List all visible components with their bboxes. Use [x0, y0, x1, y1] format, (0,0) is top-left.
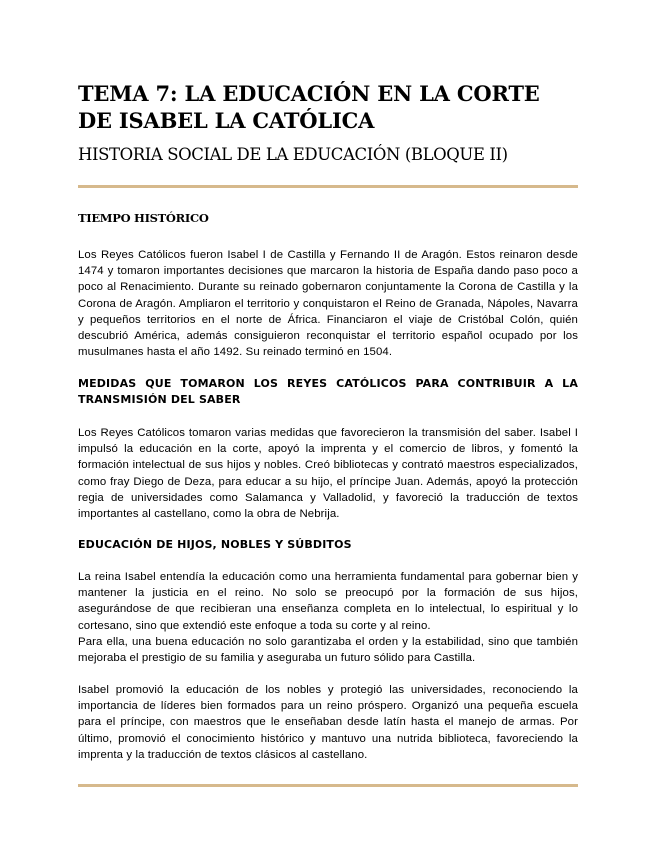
section-paragraph: [78, 569, 578, 666]
section-paragraph: Los Reyes Católicos fueron Isabel I de Castilla y Fernando II de Aragón. Estos reinaron desde 1474 y tomaron importantes decisiones que marcaron la historia de España dando paso poco a poco al Renacimiento. Durante su reinado gobernaron conjuntamente la Corona de Castilla y la Corona de Aragón. Ampliaron el territorio y conquistaron el Reino de Granada, Nápoles, Navarra y pequeños territorios en el norte de África. Financiaron el viaje de Cristóbal Colón, quién descubrió América, además consiguieron reconquistar el territorio español ocupado por los musulmanes hasta el año 1492. Su reinado terminó en 1504.: [78, 249, 578, 359]
paragraph-part: La reina Isabel entendía la educación como una herramienta fundamental para gobernar bien y mantener la justicia en el reino. No solo se preocupó por la formación de sus hijos, asegurándose de que recibieran una enseñanza completa en lo intelectual, lo espiritual y lo cortesano, sino que extendió este enfoque a toda su corte y al reino.: [78, 571, 578, 632]
section-heading-tiempo-historico: TIEMPO HISTÓRICO: [78, 211, 209, 225]
section-heading-educacion: EDUCACIÓN DE HIJOS, NOBLES Y SÚBDITOS: [78, 538, 352, 551]
section-paragraph: Isabel promovió la educación de los nobles y protegió las universidades, reconociendo la importancia de líderes bien formados para un reino próspero. Organizó una pequeña escuela para el príncipe, con maestros que le enseñaban desde latín hasta el manejo de armas. Por último, promovió el conocimiento histórico y mantuvo una nutrida biblioteca, favoreciendo la imprenta y la traducción de textos clásicos al castellano.: [78, 684, 578, 761]
section-paragraph: Los Reyes Católicos tomaron varias medidas que favorecieron la transmisión del saber. Isabel I impulsó la educación en la corte, apoyó la imprenta y el comercio de libros, y fomentó la formación intelectual de sus hijos y nobles. Creó bibliotecas y contrató maestros especializados, como fray Diego de Deza, para educar a su hijo, el príncipe Juan. Además, apoyó la protección regia de universidades como Salamanca y Valladolid, y favoreció la traducción de textos importantes al castellano, como la obra de Nebrija.: [78, 427, 578, 521]
section-heading-medidas: MEDIDAS QUE TOMARON LOS REYES CATÓLICOS PARA CONTRIBUIR A LA TRANSMISIÓN DEL SABER: [78, 377, 578, 406]
footer-divider: [78, 784, 578, 787]
document-subtitle: HISTORIA SOCIAL DE LA EDUCACIÓN (BLOQUE II): [78, 145, 508, 164]
header-divider: [78, 185, 578, 188]
paragraph-part: Para ella, una buena educación no solo garantizaba el orden y la estabilidad, sino que también mejoraba el prestigio de su familia y aseguraba un futuro sólido para Castilla.: [78, 635, 578, 665]
document-title: TEMA 7: LA EDUCACIÓN EN LA CORTE DE ISABEL LA CATÓLICA: [78, 81, 540, 133]
